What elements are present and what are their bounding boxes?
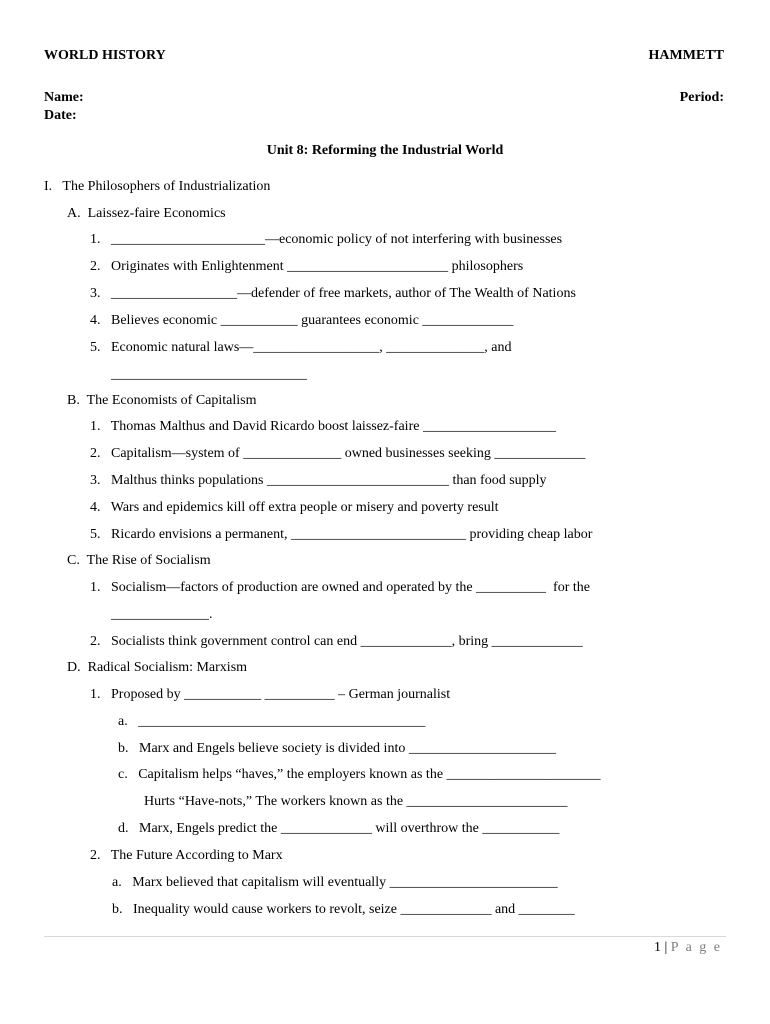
footer-divider: [44, 936, 726, 937]
list-item: b. Marx and Engels believe society is divided into _____________________: [118, 741, 556, 756]
subsection-a-heading: A. Laissez-faire Economics: [67, 206, 226, 221]
list-item: b. Inequality would cause workers to revolt, seize _____________ and ________: [112, 902, 575, 917]
subsection-b-heading: B. The Economists of Capitalism: [67, 393, 257, 408]
list-item: 1. ______________________—economic policy of not interfering with businesses: [90, 232, 563, 247]
page-label: P a g e: [670, 940, 722, 955]
unit-title: Unit 8: Reforming the Industrial World: [266, 143, 504, 158]
page-footer: [654, 940, 722, 956]
list-item: 4. Believes economic ___________ guarantees economic _____________: [90, 313, 514, 328]
list-item: d. Marx, Engels predict the _____________ will overthrow the ___________: [118, 821, 560, 836]
list-item: 1. Thomas Malthus and David Ricardo boost laissez-faire ___________________: [90, 419, 556, 434]
date-label: Date:: [44, 108, 77, 123]
list-item: 1. Proposed by ___________ __________ – German journalist: [90, 687, 451, 702]
list-item: 3. __________________—defender of free markets, author of The Wealth of Nations: [90, 286, 576, 301]
list-item: ______________.: [90, 607, 213, 622]
teacher-name: HAMMETT: [648, 48, 724, 63]
footer-separator: |: [660, 940, 671, 955]
subsection-c-heading: C. The Rise of Socialism: [67, 553, 211, 568]
page-number: 1: [653, 940, 661, 955]
list-item: a. Marx believed that capitalism will eventually ________________________: [112, 875, 558, 890]
list-item: 2. The Future According to Marx: [90, 848, 283, 863]
list-item: 5. Ricardo envisions a permanent, _________________________ providing cheap labor: [90, 527, 593, 542]
section-heading: I. The Philosophers of Industrialization: [44, 179, 271, 194]
list-item: 1. Socialism—factors of production are owned and operated by the __________ for the: [90, 580, 590, 595]
list-item: 5. Economic natural laws—__________________, ______________, and: [90, 340, 512, 355]
list-item: Hurts “Have-nots,” The workers known as the _______________________: [144, 794, 568, 809]
list-item: 2. Socialists think government control can end _____________, bring _____________: [90, 634, 583, 649]
list-item: 2. Originates with Enlightenment _______________________ philosophers: [90, 259, 524, 274]
list-item: 3. Malthus thinks populations __________________________ than food supply: [90, 473, 547, 488]
list-item: ____________________________: [90, 367, 307, 382]
period-label: Period:: [679, 90, 724, 105]
list-item: a. _________________________________________: [118, 714, 426, 729]
list-item: 4. Wars and epidemics kill off extra people or misery and poverty result: [90, 500, 499, 515]
list-item: c. Capitalism helps “haves,” the employers known as the ______________________: [118, 767, 601, 782]
list-item: 2. Capitalism—system of ______________ owned businesses seeking _____________: [90, 446, 586, 461]
name-label: Name:: [44, 90, 84, 105]
course-title: WORLD HISTORY: [44, 48, 166, 63]
subsection-d-heading: D. Radical Socialism: Marxism: [67, 660, 248, 675]
